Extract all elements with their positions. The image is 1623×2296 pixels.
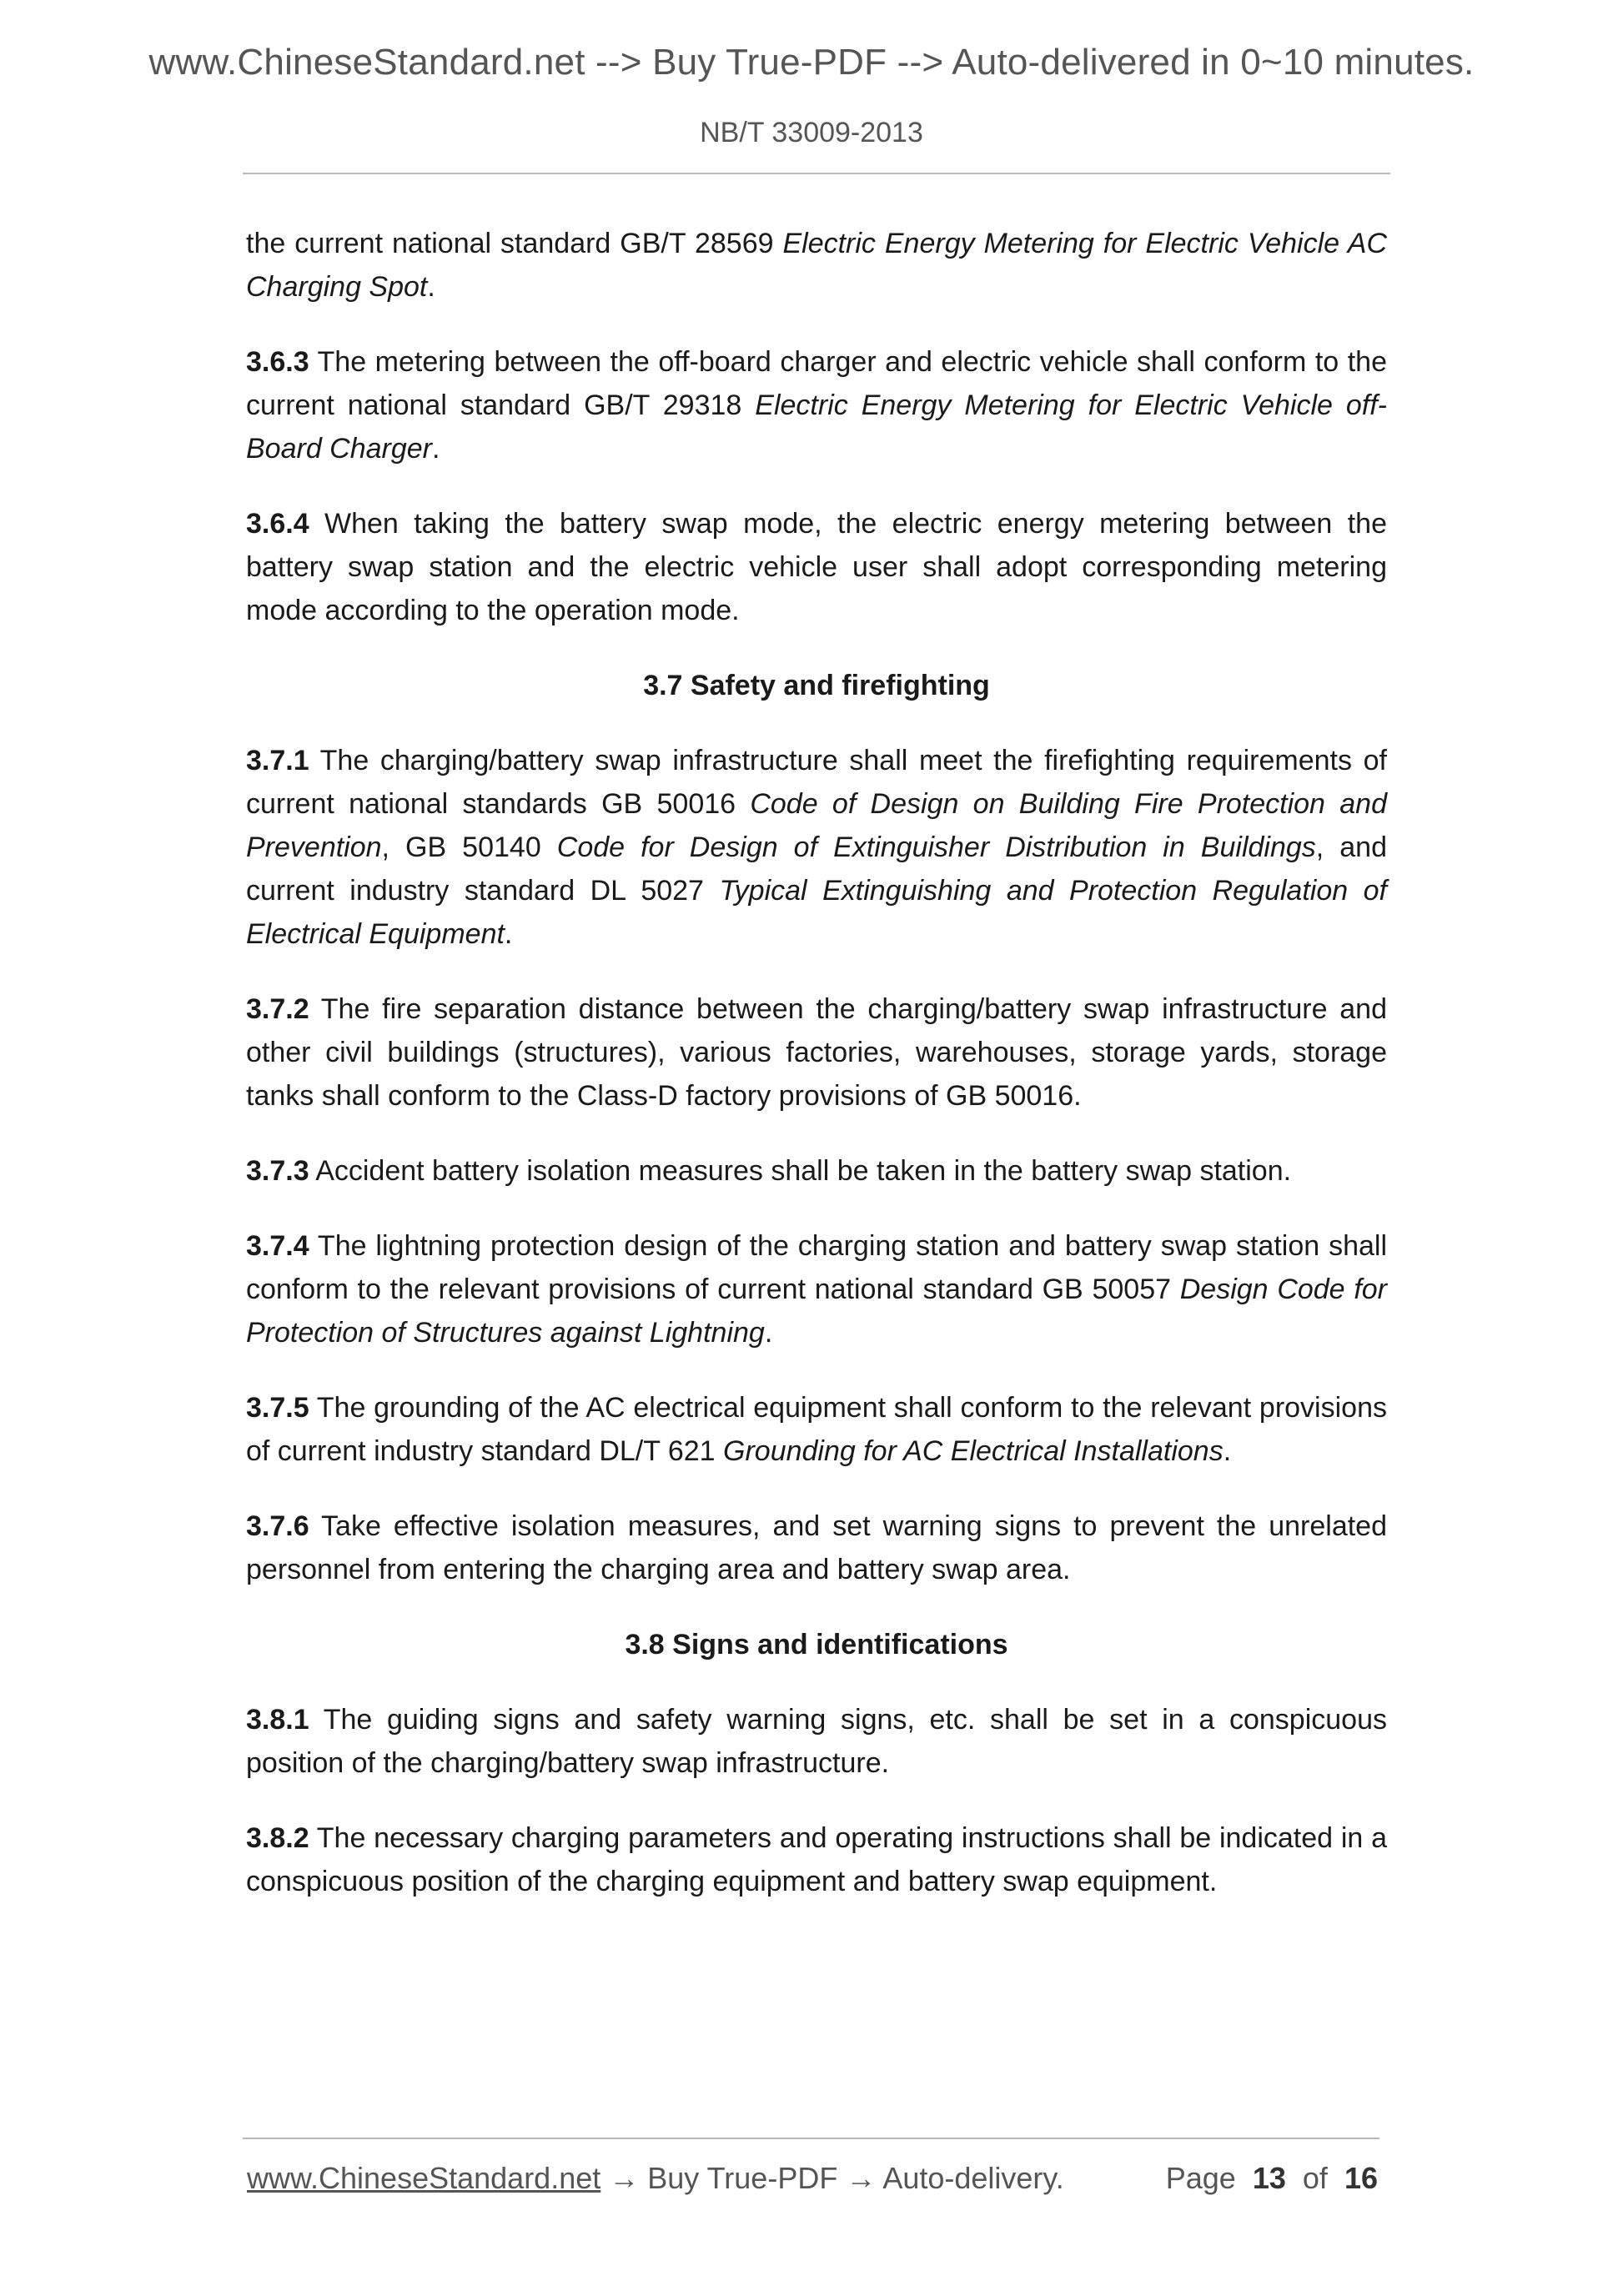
clause-number: 3.6.4 [246, 508, 309, 540]
clause-number: 3.7.6 [246, 1510, 309, 1542]
document-body [246, 222, 1387, 1935]
clause-text: , GB 50140 [381, 831, 557, 863]
section-heading: 3.8 Signs and identifications [625, 1629, 1008, 1660]
clause-text: The lightning protection design of the charging station and battery swap station shall conform to the relevant provisions of current national standard GB 50057 [246, 1230, 1387, 1305]
header-divider [243, 173, 1390, 174]
page-current: 13 [1252, 2161, 1286, 2195]
clause-number: 3.7.4 [246, 1230, 309, 1262]
footer-site-link[interactable]: www.ChineseStandard.net [247, 2161, 601, 2195]
clause-text: The grounding of the AC electrical equipment shall conform to the relevant provisions of current industry standard DL/T 621 [246, 1392, 1387, 1467]
page-total: 16 [1344, 2161, 1378, 2195]
clause-text: the current national standard GB/T 28569 [246, 228, 783, 259]
clause-3-7-1 [246, 739, 1387, 956]
cited-standard-title: Electric Energy Metering for Electric Vehicle off-Board Charger [246, 389, 1387, 465]
cited-standard-title: Code for Design of Extinguisher Distribution in Buildings [556, 831, 1316, 863]
clause-text: . [504, 918, 513, 950]
clause-3-8-1 [246, 1698, 1387, 1785]
cited-standard-title: Grounding for AC Electrical Installations [723, 1435, 1224, 1467]
clause-3-7-2 [246, 987, 1387, 1118]
clause-3-6-3 [246, 340, 1387, 470]
clause-text: . [432, 433, 440, 465]
clause-text: The fire separation distance between the charging/battery swap infrastructure and other civil buildings (structures), various factories, warehouses, storage yards, storage tanks shall conform to the Class-D factory provisions of GB 50016. [246, 993, 1387, 1112]
clause-text: The necessary charging parameters and operating instructions shall be indicated in a conspicuous position of the charging equipment and battery swap equipment. [246, 1822, 1387, 1897]
clause-number: 3.7.2 [246, 993, 309, 1025]
top-banner: www.ChineseStandard.net --> Buy True-PDF --> Auto-delivered in 0~10 minutes. [148, 42, 1475, 83]
footer-promo-tail: → Buy True-PDF → Auto-delivery. [600, 2161, 1064, 2195]
clause-number: 3.7.1 [246, 745, 309, 776]
clause-text: Take effective isolation measures, and set warning signs to prevent the unrelated personnel from entering the charging area and battery swap area. [246, 1510, 1387, 1585]
clause-3-7-5 [246, 1386, 1387, 1473]
clause-text: Accident battery isolation measures shall be taken in the battery swap station. [309, 1155, 1292, 1187]
clause-number: 3.8.1 [246, 1704, 309, 1736]
clause-3-7-4 [246, 1224, 1387, 1354]
clause-text: . [764, 1317, 773, 1349]
clause-text: The charging/battery swap infrastructure shall meet the firefighting requirements of current national standards GB 50016 [246, 745, 1387, 820]
clause-text: The metering between the off-board charger and electric vehicle shall conform to the current national standard GB/T 29318 [246, 346, 1387, 421]
clause-3-7-6 [246, 1505, 1387, 1591]
page-counter [1166, 2160, 1378, 2197]
clause-text: . [1223, 1435, 1232, 1467]
clause-text: , and current industry standard DL 5027 [246, 831, 1387, 907]
clause-text: When taking the battery swap mode, the electric energy metering between the battery swap station and the electric vehicle user shall adopt corresponding metering mode according to the operation mode. [246, 508, 1387, 626]
clause-3-8-2 [246, 1816, 1387, 1903]
paragraph-continuation [246, 222, 1387, 309]
clause-number: 3.8.2 [246, 1822, 309, 1854]
page-of-label: of [1302, 2161, 1328, 2195]
clause-text: . [427, 271, 435, 303]
footer-promo [247, 2160, 1064, 2197]
cited-standard-title: Code of Design on Building Fire Protection and Prevention [246, 788, 1387, 863]
cited-standard-title: Electric Energy Metering for Electric Vehicle AC Charging Spot [246, 228, 1387, 303]
clause-text: The guiding signs and safety warning signs, etc. shall be set in a conspicuous position of the charging/battery swap infrastructure. [246, 1704, 1387, 1779]
cited-standard-title: Typical Extinguishing and Protection Regulation of Electrical Equipment [246, 875, 1387, 950]
section-heading: 3.7 Safety and firefighting [643, 670, 990, 701]
footer-divider [243, 2138, 1379, 2139]
cited-standard-title: Design Code for Protection of Structures against Lightning [246, 1274, 1388, 1349]
clause-number: 3.7.5 [246, 1392, 309, 1424]
clause-number: 3.7.3 [246, 1155, 309, 1187]
clause-3-7-3 [246, 1149, 1387, 1193]
clause-3-6-4 [246, 502, 1387, 632]
standard-number-header: NB/T 33009-2013 [700, 117, 923, 148]
clause-number: 3.6.3 [246, 346, 309, 378]
page-label: Page [1165, 2161, 1236, 2195]
